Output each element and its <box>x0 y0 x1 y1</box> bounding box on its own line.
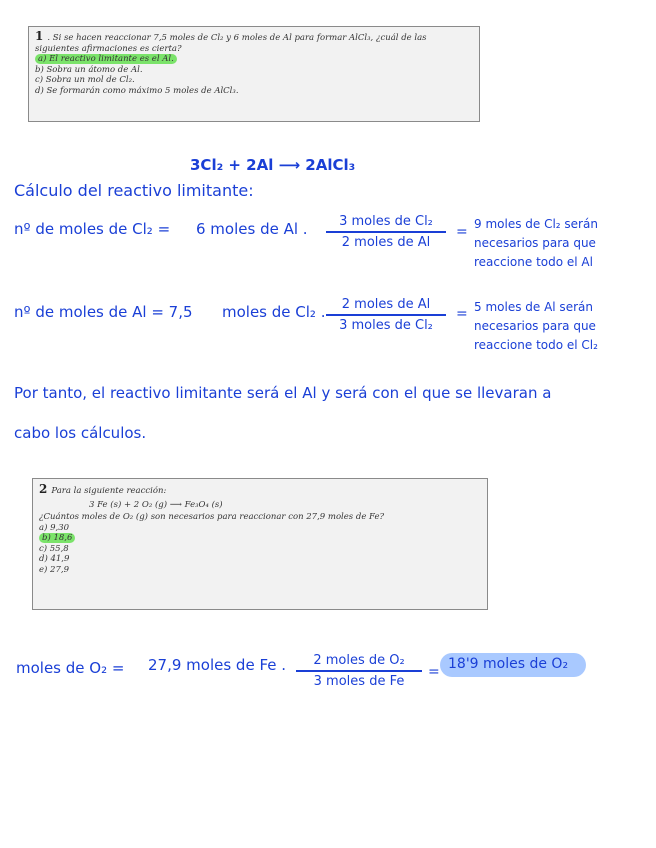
fraction-bar <box>326 231 446 233</box>
row2-numerator: 2 moles de Al <box>341 297 431 312</box>
question-2-option-c: c) 55,8 <box>39 543 69 554</box>
row2-label-text: nº de moles de Al = 7,5 <box>14 303 193 321</box>
sol2-value: 27,9 moles de Fe . <box>148 656 287 674</box>
question-1-option-a: a) El reactivo limitante es el Al. <box>35 54 177 64</box>
row1-result-line1: 9 moles de Cl₂ serán <box>474 217 598 231</box>
question-2-reaction: 3 Fe (s) + 2 O₂ (g) ⟶ Fe₃O₄ (s) <box>89 499 223 510</box>
question-1-box <box>28 26 480 122</box>
question-1-option-c: c) Sobra un mol de Cl₂. <box>35 75 135 85</box>
sol2-fraction <box>296 652 422 690</box>
row2-denominator: 3 moles de Cl₂ <box>339 317 433 333</box>
question-2-number: 2 <box>39 482 48 496</box>
question-2-option-a: a) 9,30 <box>39 522 70 533</box>
sol2-equals: = <box>428 664 440 680</box>
row2-result-line1: 5 moles de Al serán <box>474 300 593 314</box>
question-1-option-d: d) Se formarán como máximo 5 moles de AlCl₃. <box>35 85 239 96</box>
question-1-line1: . Si se hacen reaccionar 7,5 moles de Cl₂ y 6 moles de Al para formar AlCl₃, ¿cuál de las <box>47 33 427 43</box>
row2-value: moles de Cl₂ . <box>222 303 326 321</box>
conclusion-line1: Por tanto, el reactivo limitante será el Al y será con el que se llevaran a <box>14 384 552 402</box>
sol2-numerator: 2 moles de O₂ <box>313 653 405 668</box>
row2-fraction <box>326 296 446 334</box>
row2-result-line3: reaccione todo el Cl₂ <box>474 338 598 352</box>
row1-denominator: 2 moles de Al <box>341 234 431 250</box>
question-1-number: 1 <box>35 29 44 43</box>
row2-equals: = <box>456 306 468 322</box>
reaction-equation: 3Cl₂ + 2Al ⟶ 2AlCl₃ <box>190 156 356 174</box>
fraction-bar <box>296 670 422 672</box>
row1-fraction <box>326 213 446 251</box>
question-2-option-b: b) 18,6 <box>39 533 75 543</box>
sol2-result: 18'9 moles de O₂ <box>448 656 569 672</box>
limiting-reagent-heading: Cálculo del reactivo limitante: <box>14 181 254 200</box>
row1-label: nº de moles de Cl₂ = <box>14 220 171 238</box>
row1-result-line3: reaccione todo el Al <box>474 255 593 269</box>
conclusion-line2: cabo los cálculos. <box>14 424 147 442</box>
row1-value: 6 moles de Al . <box>196 220 308 238</box>
sol2-denominator: 3 moles de Fe <box>313 673 405 689</box>
question-1-line2: siguientes afirmaciones es cierta? <box>35 43 182 54</box>
sol2-label: moles de O₂ = <box>16 659 125 677</box>
row1-result-line2: necesarios para que <box>474 236 596 250</box>
row1-numerator: 3 moles de Cl₂ <box>339 214 433 229</box>
row1-equals: = <box>456 224 468 240</box>
question-2-text: ¿Cuántos moles de O₂ (g) son necesarios para reaccionar con 27,9 moles de Fe? <box>39 512 385 522</box>
question-2-option-d: d) 41,9 <box>39 554 70 564</box>
row2-result <box>474 298 598 355</box>
row1-result <box>474 215 598 272</box>
question-2-box <box>32 478 488 610</box>
fraction-bar <box>326 314 446 316</box>
question-2-option-e: e) 27,9 <box>39 564 69 575</box>
question-2-intro: Para la siguiente reacción: <box>51 486 167 496</box>
question-1-option-b: b) Sobra un átomo de Al. <box>35 64 143 75</box>
row2-result-line2: necesarios para que <box>474 319 596 333</box>
